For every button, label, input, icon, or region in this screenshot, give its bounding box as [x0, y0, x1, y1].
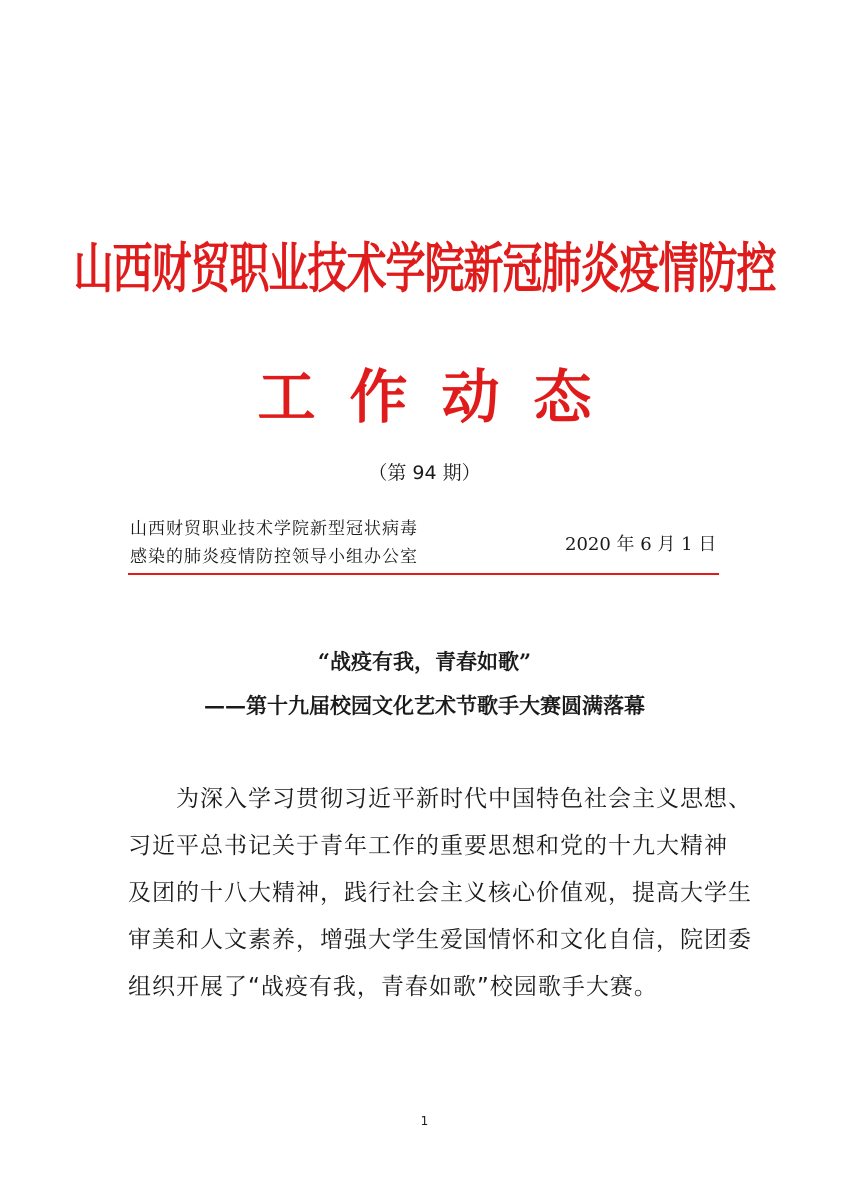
- issuing-office: [130, 515, 418, 571]
- paragraph-line: 及团的十八大精神，践行社会主义核心价值观，提高大学生: [128, 880, 752, 906]
- issue-date: 2020 年 6 月 1 日: [565, 534, 717, 555]
- masthead-title: 山西财贸职业技术学院新冠肺炎疫情防控: [73, 236, 776, 301]
- paragraph-line: 为深入学习贯彻习近平新时代中国特色社会主义思想、: [176, 786, 752, 812]
- article-title: “战疫有我，青春如歌”: [317, 649, 532, 674]
- red-divider: [128, 573, 719, 575]
- paragraph-line: 审美和人文素养，增强大学生爱国情怀和文化自信，院团委: [128, 927, 752, 953]
- article-paragraph: [128, 776, 752, 1011]
- issue-number: （第 94 期）: [368, 462, 481, 484]
- page-number: 1: [420, 1114, 429, 1128]
- paragraph-line: 组织开展了“战疫有我，青春如歌”校园歌手大赛。: [128, 974, 658, 1000]
- paragraph-line: 习近平总书记关于青年工作的重要思想和党的十九大精神: [128, 833, 728, 859]
- article-subtitle: ——第十九届校园文化艺术节歌手大赛圆满落幕: [204, 693, 645, 718]
- masthead-subtitle: 工作动态: [257, 363, 626, 431]
- office-line-1: 山西财贸职业技术学院新型冠状病毒: [130, 519, 418, 539]
- office-line-2: 感染的肺炎疫情防控领导小组办公室: [130, 547, 418, 567]
